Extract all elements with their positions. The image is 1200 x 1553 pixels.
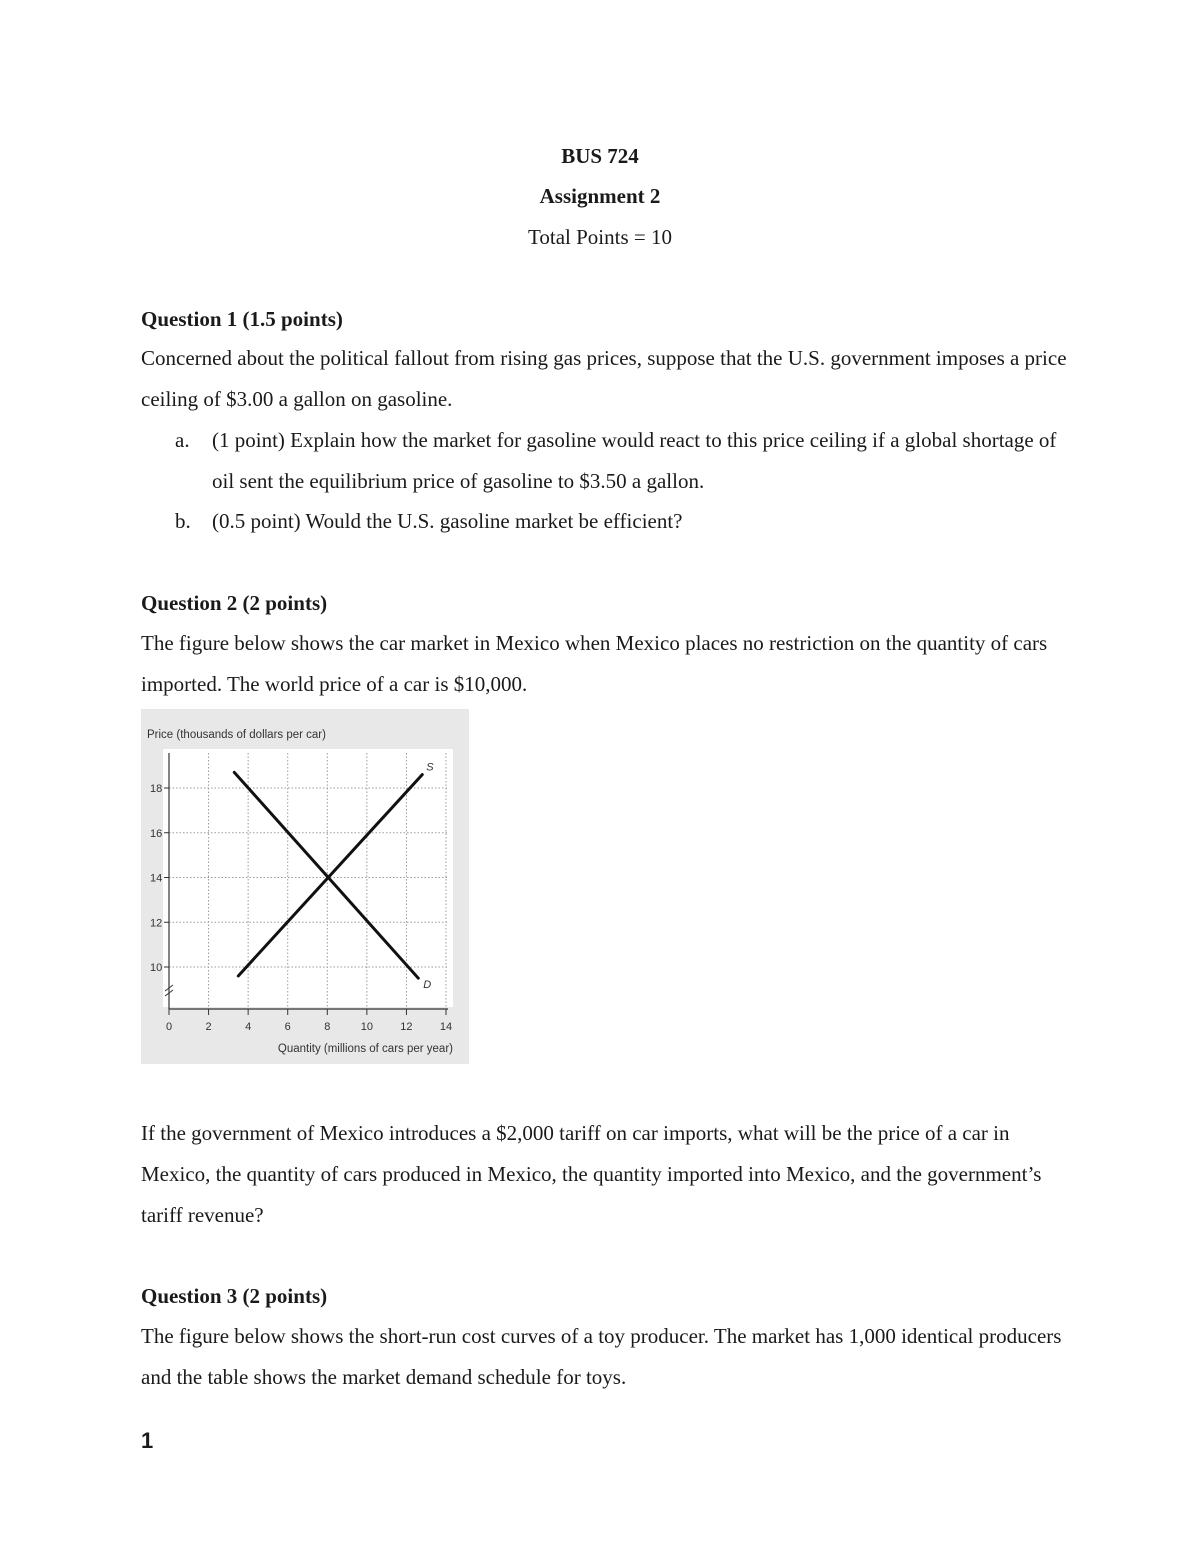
car-market-chart (141, 709, 469, 1064)
question-3-text: The figure below shows the short-run cost curves of a toy producer. The market has 1,000 identical producers and the table shows the market demand schedule for toys. (141, 1324, 1062, 1389)
question-1-heading: Question 1 (1.5 points) (141, 307, 343, 331)
item-marker: a. (175, 428, 190, 452)
y-tick-label: 10 (150, 962, 163, 974)
item-marker: b. (175, 509, 191, 533)
x-tick-label: 10 (360, 1021, 373, 1033)
question-2-heading: Question 2 (2 points) (141, 591, 328, 615)
x-tick-label: 8 (324, 1021, 331, 1033)
x-tick-label: 2 (205, 1021, 212, 1033)
y-tick-label: 14 (150, 872, 163, 885)
question-2-text: The figure below shows the car market in Mexico when Mexico places no restriction on the quantity of cars imported. The world price of a car is $10,000. (141, 631, 1048, 696)
y-tick-label: 18 (150, 783, 163, 795)
page-number: 1 (141, 1428, 154, 1453)
series-s-label: S (426, 761, 434, 774)
y-tick-label: 12 (150, 917, 163, 930)
question-1-item-b (175, 501, 1075, 542)
x-tick-label: 12 (400, 1021, 413, 1033)
x-tick-label: 0 (165, 1021, 173, 1033)
series-d-label: D (423, 979, 432, 992)
item-text: (0.5 point) Would the U.S. gasoline market be efficient? (212, 509, 683, 533)
question-2-followup: If the government of Mexico introduces a $2,000 tariff on car imports, what will be the price of a car in Mexico, the quantity of cars produced in Mexico, the quantity imported into Mexico, and the government’s tariff revenue? (141, 1121, 1042, 1227)
question-1-text: Concerned about the political fallout from rising gas prices, suppose that the U.S. government imposes a price ceiling of $3.00 a gallon on gasoline. (141, 346, 1067, 411)
x-tick-label: 14 (439, 1021, 453, 1033)
x-tick-label: 6 (284, 1021, 291, 1033)
total-points: Total Points = 10 (528, 225, 672, 249)
y-tick-label: 16 (150, 827, 163, 840)
y-axis-title: Price (thousands of dollars per car) (147, 729, 326, 741)
car-market-figure (141, 709, 469, 1064)
x-tick-label: 4 (245, 1021, 252, 1033)
course-title: BUS 724 (561, 144, 639, 168)
question-1-item-a (175, 420, 1075, 502)
item-text: (1 point) Explain how the market for gasoline would react to this price ceiling if a global shortage of oil sent the equilibrium price of gasoline to $3.50 a gallon. (212, 428, 1057, 493)
assignment-title: Assignment 2 (539, 184, 661, 208)
x-axis-title: Quantity (millions of cars per year) (277, 1043, 453, 1055)
question-3-heading: Question 3 (2 points) (141, 1284, 328, 1308)
